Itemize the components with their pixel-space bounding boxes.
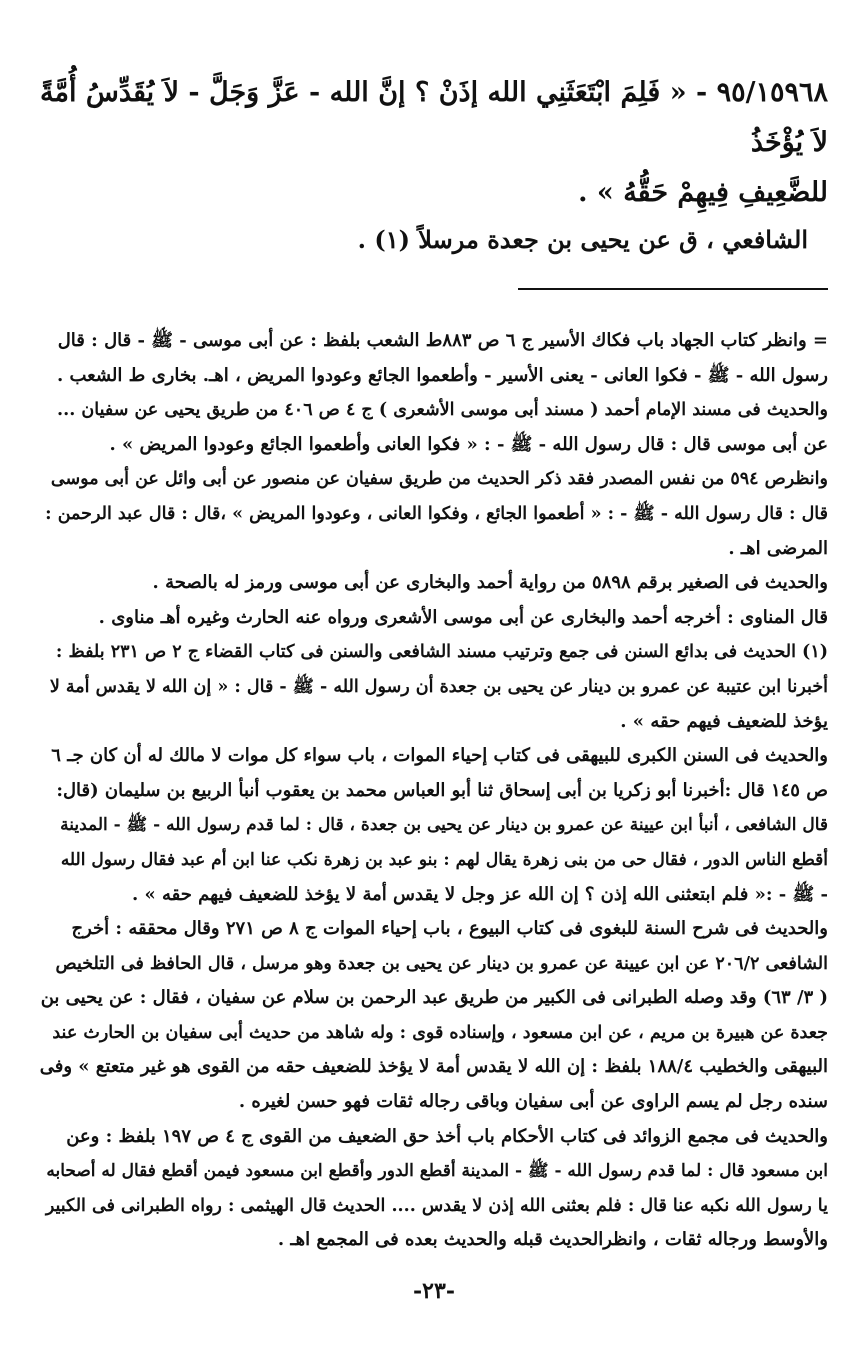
footnote-line: والحديث فى السنن الكبرى للبيهقى فى كتاب إحياء الموات ، باب سواء كل موات لا مالك له أن كان جـ ٦ [51,745,828,767]
footnote-line: قال : قال رسول الله - ﷺ - : « أطعموا الجائع ، وفكوا العانى ، وعودوا المريض » ،قال : قال عبد الرحمن : [45,503,828,524]
footnote-line: وانظرص ٥٩٤ من نفس المصدر فقد ذكر الحديث من طريق سفيان عن منصور عن أبى وائل عن أبى موسى [50,469,828,490]
footnotes [40,324,828,1258]
page-number: -٢٣- [413,1278,455,1304]
footnote-line: = وانظر كتاب الجهاد باب فكاك الأسير ج ٦ ص ٨٨٣ط الشعب بلفظ : عن أبى موسى - ﷺ - قال : قال [57,330,828,351]
footnote-line: البيهقى والخطيب ١٨٨/٤ بلفظ : إن الله لا يقدس أمة لا يؤخذ للضعيف حقه من القوى هو غير متعتع » وفى [40,1056,828,1078]
footnote-line: يا رسول الله نكبه عنا قال : فلم بعثنى الله إذن لا يقدس .... الحديث قال الهيثمى : رواه الطبرانى فى الكبير [45,1195,828,1216]
footnote-line: والحديث فى الصغير برقم ٥٨٩٨ من رواية أحمد والبخارى عن أبى موسى ورمز له بالصحة . [152,572,828,594]
footnote-line: يؤخذ للضعيف فيهم حقه » . [620,710,828,732]
footnote-line: جعدة عن هبيرة بن مريم ، عن ابن مسعود ، وإسناده قوى : وله شاهد من حديث أبى سفيان بن الحارث عند [52,1022,828,1043]
footnote-line: ص ١٤٥ قال :أخبرنا أبو زكريا بن أبى إسحاق ثنا أبو العباس محمد بن يعقوب أنبأ الربيع بن سليمان (قال: [56,779,828,801]
footnote-line: رسول الله - ﷺ - فكوا العانى - يعنى الأسير - وأطعموا الجائع وعودوا المريض ، اهـ. بخارى ط الشعب . [56,364,828,386]
footnote-line: ابن مسعود قال : لما قدم رسول الله - ﷺ - المدينة أقطع الدور وأقطع ابن مسعود فيمن أقطع فقال له أصحابه [46,1161,828,1182]
footnote-line: والحديث فى مسند الإمام أحمد ( مسند أبى موسى الأشعرى ) ج ٤ ص ٤٠٦ من طريق يحيى عن سفيان ... [57,400,828,421]
footnote-line: والأوسط ورجاله ثقات ، وانظرالحديث قبله والحديث بعده فى المجمع اهـ . [277,1229,828,1251]
footnote-line: قال الشافعى ، أنبأ ابن عيينة عن عمرو بن دينار عن يحيى بن جعدة ، قال : لما قدم رسول الله - ﷺ - المدينة [60,815,828,836]
footnote-line: المرضى اهـ . [728,537,828,559]
footnote-line: سنده رجل لم يسم الراوى عن أبى سفيان وباقى رجاله ثقات فهو حسن لغيره . [238,1091,828,1113]
footnote-line: الشافعى ٢٠٦/٢ عن ابن عيينة عن عمرو بن دينار عن يحيى بن جعدة وهو مرسل ، قال الحافظ فى التلخيص [55,953,828,974]
footnote-1-start: (١) الحديث فى بدائع السنن فى جمع وترتيب مسند الشافعى والسنن فى كتاب القضاء ج ٢ ص ٢٣١ بلفظ : [55,642,828,663]
footnote-line: والحديث فى مجمع الزوائد فى كتاب الأحكام باب أخذ حق الضعيف من القوى ج ٤ ص ١٩٧ بلفظ : وعن [66,1125,828,1147]
footnote-line: - ﷺ - :« فلم ابتعثنى الله إذن ؟ إن الله عز وجل لا يقدس أمة لا يؤخذ للضعيف فيهم حقه » . [131,883,828,905]
hadith-text [40,68,828,218]
footnote-line: أقطع الناس الدور ، فقال حى من بنى زهرة يقال لهم : بنو عبد بن زهرة نكب عنا ابن أم عبد فقال رسول الله [60,849,828,870]
footnote-separator [518,288,828,290]
hadith-source: الشافعي ، ق عن يحيى بن جعدة مرسلاً (١) . [357,225,808,254]
footnote-line: قال المناوى : أخرجه أحمد والبخارى عن أبى موسى الأشعرى ورواه عنه الحارث وغيره أهـ مناوى . [98,606,828,628]
footnote-line: والحديث فى شرح السنة للبغوى فى كتاب البيوع ، باب إحياء الموات ج ٨ ص ٢٧١ وقال محققه : أخرج [71,918,828,940]
footnote-line: عن أبى موسى قال : قال رسول الله - ﷺ - : « فكوا العانى وأطعموا الجائع وعودوا المريض » . [109,433,828,455]
hadith-line: للضَّعِيفِ فِيهِمْ حَقُّهُ » . [578,177,828,208]
footnote-separator-wrap [40,274,828,290]
hadith-line: ٩٥/١٥٩٦٨ - « فَلِمَ ابْتَعَثَنِي الله إذَنْ ؟ إنَّ الله - عَزَّ وَجَلَّ - لاَ يُقَدِّسُ أُمَّةً لاَ يُؤْخَذُ [40,77,828,158]
footnote-line: أخبرنا ابن عتيبة عن عمرو بن دينار عن يحيى بن جعدة أن رسول الله - ﷺ - قال : « إن الله لا يقدس أمة لا [49,676,828,697]
footnote-line: ( ٣/ ٦٣) وقد وصله الطبرانى فى الكبير من طريق عبد الرحمن بن سلام عن سفيان ، فقال : عن يحيى بن [40,987,828,1009]
